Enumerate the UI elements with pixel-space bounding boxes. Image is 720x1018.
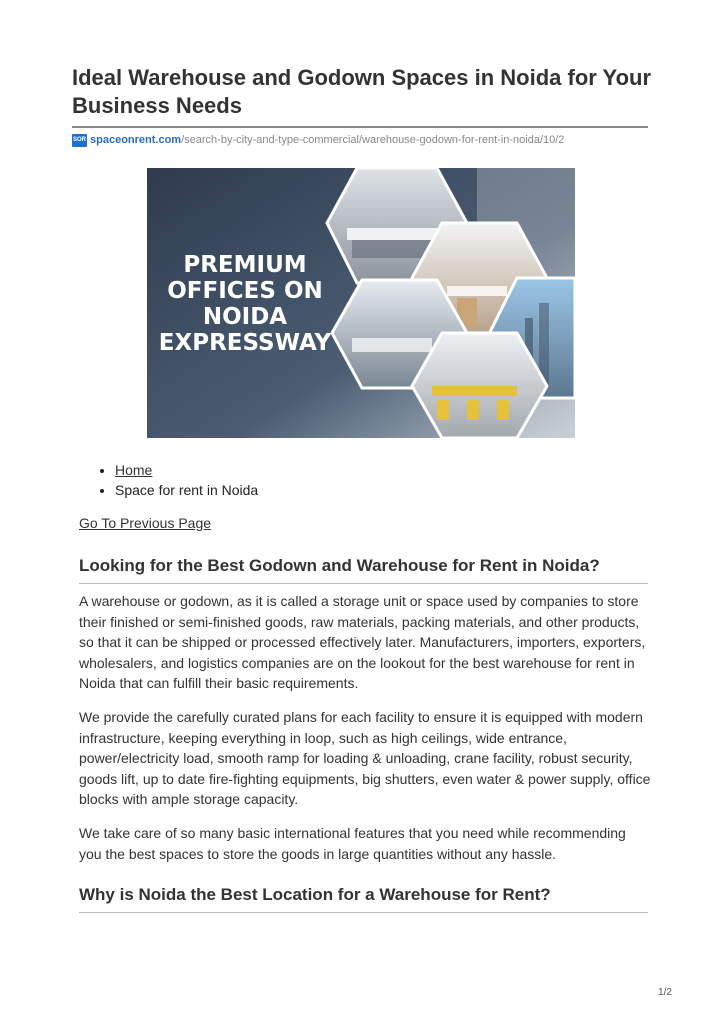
office-photo-5 — [412, 333, 547, 438]
home-link[interactable]: Home — [115, 462, 153, 478]
hero-line-2: OFFICES ON — [167, 278, 323, 304]
breadcrumb — [96, 460, 258, 500]
title-divider — [72, 126, 648, 128]
previous-page-link[interactable]: Go To Previous Page — [79, 515, 212, 531]
page-number: 1/2 — [658, 987, 672, 998]
source-path[interactable]: /search-by-city-and-type-commercial/warehouse-godown-for-rent-in-noida/10/2 — [181, 134, 565, 146]
breadcrumb-item-home[interactable] — [115, 460, 258, 480]
site-logo-icon: SOR — [72, 134, 87, 147]
section-heading-1: Looking for the Best Godown and Warehouse for Rent in Noida? — [79, 555, 648, 584]
source-domain[interactable]: spaceonrent.com — [90, 134, 182, 146]
section-heading-2: Why is Noida the Best Location for a Warehouse for Rent? — [79, 884, 648, 913]
breadcrumb-item-current: • Space for rent in Noida — [115, 480, 258, 500]
paragraph-3: We take care of so many basic international features that you need while recommending you the best spaces to store the goods in large quantities without any hassle. — [79, 825, 626, 862]
page-title: Ideal Warehouse and Godown Spaces in Noida for Your Business Needs — [72, 65, 652, 118]
hero-line-4: EXPRESSWAY — [158, 330, 332, 356]
paragraph-1: A warehouse or godown, as it is called a storage unit or space used by companies to store their finished or semi-finished goods, raw materials, packing materials, and other products, so that it can be shipped or processed effectively later. Manufacturers, importers, exporters, wholesalers, and logistics companies are on the lookout for the best warehouse for rent in Noida that can fulfill their basic requirements. — [79, 593, 646, 692]
hero-line-3: NOIDA — [202, 304, 288, 330]
paragraph-2: We provide the carefully curated plans for each facility to ensure it is equipped with modern infrastructure, keeping everything in loop, such as high ceilings, wide entrance, power/electricity load, smooth ramp for loading & unloading, crane facility, robust security, goods lift, up to date fire-fighting equipments, big shutters, even water & power supply, office blocks with ample storage capacity. — [79, 709, 651, 808]
hero-image — [147, 168, 575, 438]
hero-line-1: PREMIUM — [183, 252, 307, 278]
source-url[interactable] — [72, 132, 564, 148]
